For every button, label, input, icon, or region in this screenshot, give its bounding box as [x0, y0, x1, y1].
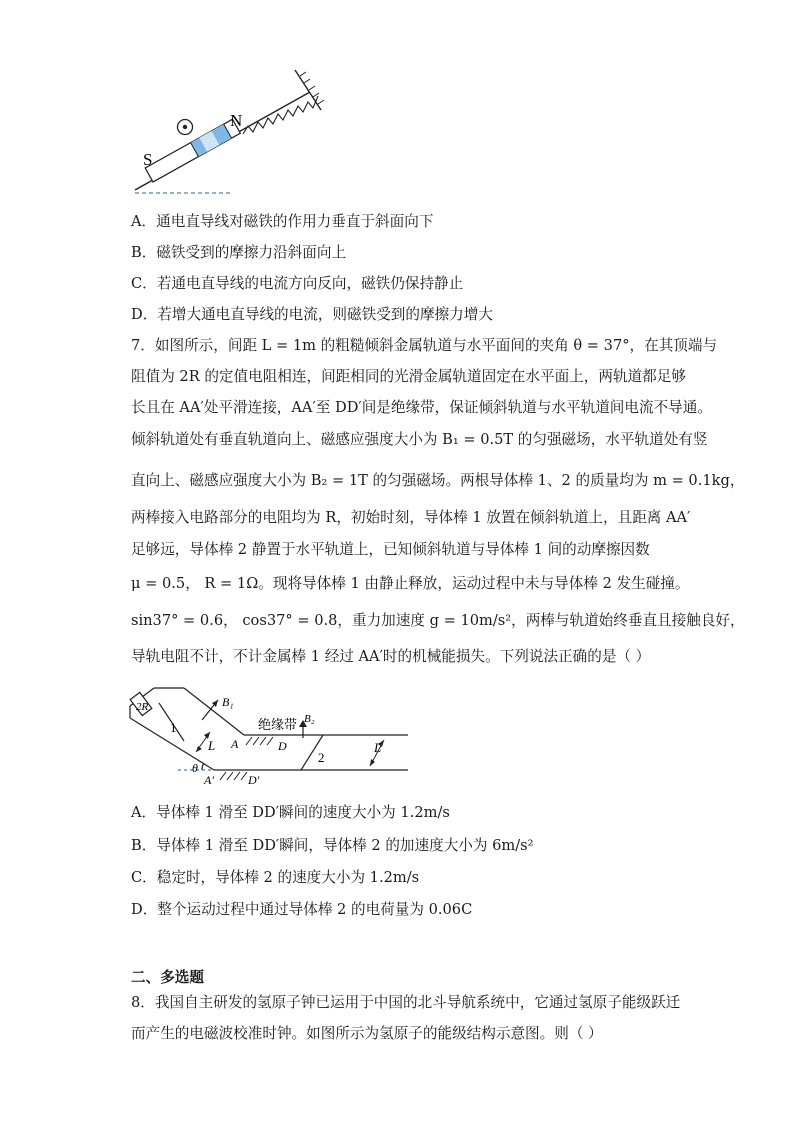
q8-line-2: 而产生的电磁波校准时钟。如图所示为氢原子的能级结构示意图。则（ ）	[131, 1025, 603, 1042]
q7-option-d: D．整个运动过程中通过导体棒 2 的电荷量为 0.06C	[131, 901, 473, 918]
l-right-label: L	[374, 740, 382, 755]
q7-line-4: 倾斜轨道处有垂直轨道向上、磁感应强度大小为 B₁ = 0.5T 的匀强磁场，水平轨道处有竖	[131, 431, 708, 448]
q7-option-b: B．导体棒 1 滑至 DD′瞬间，导体棒 2 的加速度大小为 6m/s²	[131, 837, 534, 854]
l-left-label: L	[208, 738, 216, 753]
q7-line-6: 两棒接入电路部分的电阻均为 R，初始时刻，导体棒 1 放置在倾斜轨道上，且距离 AA′	[131, 509, 691, 526]
q8-line-1: 8．我国自主研发的氢原子钟已运用于中国的北斗导航系统中，它通过氢原子能级跃迁	[131, 994, 681, 1011]
q7-line-5: 直向上、磁感应强度大小为 B₂ = 1T 的匀强磁场。两根导体棒 1、2 的质量均为 m = 0.1kg，	[131, 472, 745, 489]
q7-option-a: A．导体棒 1 滑至 DD′瞬间的速度大小为 1.2m/s	[131, 804, 450, 821]
q7-line-10: 导轨电阻不计，不计金属棒 1 经过 AA′时的机械能损失。下列说法正确的是（ ）	[131, 648, 651, 665]
rod-2-label: 2	[318, 750, 325, 765]
rails-figure	[126, 680, 416, 788]
a-prime-label: A′	[204, 773, 214, 787]
b1-label: B₁	[222, 695, 234, 709]
d-label: D	[278, 739, 287, 753]
q7-line-9: sin37° = 0.6， cos37° = 0.8，重力加速度 g = 10m/s²，两棒与轨道始终垂直且接触良好，	[131, 612, 745, 629]
rod-1-label: 1	[170, 720, 177, 735]
a-label: A	[231, 737, 239, 751]
resistor-label: 2R	[136, 701, 149, 713]
q7-line-2: 阻值为 2R 的定值电阻相连，间距相同的光滑金属轨道固定在水平面上，两轨道都足够	[131, 368, 686, 385]
q7-line-3: 长且在 AA′处平滑连接，AA′至 DD′间是绝缘带，保证倾斜轨道与水平轨道间电流不导通。	[131, 399, 712, 416]
q7-line-1: 7．如图所示，间距 L = 1m 的粗糙倾斜金属轨道与水平面间的夹角 θ = 37°，在其顶端与	[131, 337, 718, 354]
q7-option-c: C．稳定时，导体棒 2 的速度大小为 1.2m/s	[131, 869, 420, 886]
q7-line-8: μ = 0.5， R = 1Ω。现将导体棒 1 由静止释放，运动过程中未与导体棒 2 发生碰撞。	[131, 575, 690, 592]
q6-option-c: C．若通电直导线的电流方向反向，磁铁仍保持静止	[131, 275, 464, 292]
insulator-label: 绝缘带	[258, 718, 298, 733]
magnet-incline-figure	[125, 62, 335, 202]
d-prime-label: D′	[248, 773, 260, 787]
b2-label: B₂	[304, 713, 315, 725]
q6-option-d: D．若增大通电直导线的电流，则磁铁受到的摩擦力增大	[131, 306, 493, 323]
q6-option-b: B．磁铁受到的摩擦力沿斜面向上	[131, 244, 347, 261]
magnet-s-label: S	[143, 150, 153, 169]
q7-line-7: 足够远，导体棒 2 静置于水平轨道上，已知倾斜轨道与导体棒 1 间的动摩擦因数	[131, 541, 650, 558]
q6-option-a: A．通电直导线对磁铁的作用力垂直于斜面向下	[131, 213, 434, 230]
magnet-n-label: N	[230, 111, 243, 130]
theta-label: θ	[192, 761, 198, 775]
section-title-multiple-choice: 二、多选题	[131, 969, 204, 986]
